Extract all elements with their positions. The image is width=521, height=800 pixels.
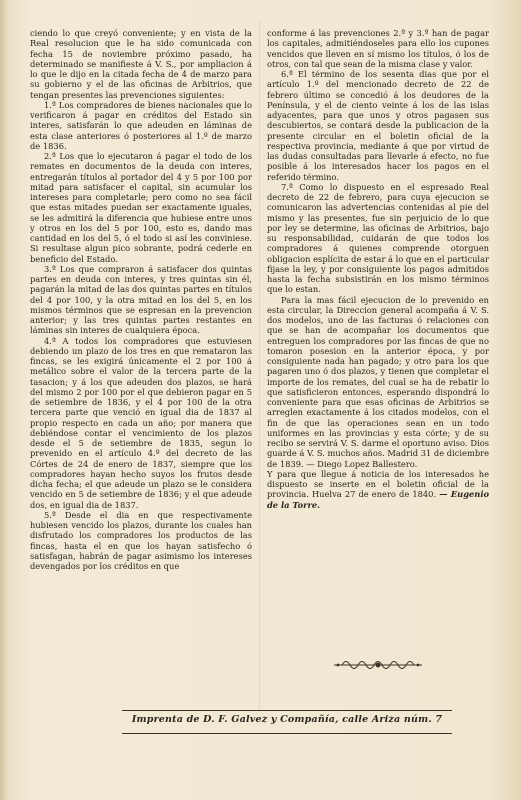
- paragraph: 5.ª Desde el dia en que respectivamente hubiesen vencido los plazos, durante los cuales han disfrutado los compradores los productos de las fincas, hasta el en que los hayan satisfecho ó satisfagan, habrán de pagar asimismo los intereses devengados por los créditos en que: [30, 509, 252, 571]
- signature: — Eugenio de la Torre.: [267, 489, 490, 510]
- column-gutter: [259, 20, 260, 710]
- paragraph: 1.ª Los compradores de bienes nacionales que lo verificaron á pagar en créditos del Estado sin interes, satisfarán lo que adeuden en láminas de esta clase anteriores ó posteriores al 1.º de marzo de 1836.: [30, 99, 252, 151]
- paragraph: 2.ª Los que lo ejecutaron á pagar el todo de los remates en documentos de la deuda con interes, entregarán títulos al portador del 4 y 5 por 100 por mitad para satisfacer el capital, sin acumular los intereses para completarle; pero como no sea fácil que estas mitades puedan ser exactamente iguales, se les admitirá la diferencia que hubiese entre unos y otros en los del 5 por 100, esto es, dando mas cantidad en los del 5, ó el todo si así les conviniese. Si resultase algun pico sobrante, podrá cederle en beneficio del Estado.: [30, 151, 252, 264]
- left-column: [30, 28, 252, 571]
- closing-paragraph: [267, 469, 489, 510]
- paragraph: 7.ª Como lo dispuesto en el espresado Real decreto de 22 de febrero, para cuya ejecucion se comunicaron las advertencias contenidas al pie del mismo y las presentes, fue sin perjuicio de lo que por ley se determine, las oficinas de Arbitrios, bajo su responsabilidad, cuidarán de que todos los compradores á quienes comprende otorguen obligacion esplícita de estar á lo que en el particular fijase la ley, y por consiguiente los pagos admitidos hasta la fecha subsistirán en los mismo términos que lo estan.: [267, 181, 489, 295]
- paragraph: ciendo lo que creyó conveniente; y en vista de la Real resolucion que le ha sido comunicada con fecha 15 de noviembre próximo pasado, ha determinado se manifieste á V. S., por ampliacion á lo que le dijo en la citada fecha de 4 de marzo para su gobierno y el de las oficinas de Arbitrios, que tengan presentes las prevenciones siguientes:: [30, 28, 252, 100]
- decorative-ornament-icon: [332, 656, 424, 674]
- paper-edge-stain: [0, 0, 8, 800]
- paragraph: Para la mas fácil ejecucion de lo prevenido en esta circular, la Direccion general acompaña á V. S. dos modelos, uno de las facturas ó relaciones con que se han de acompañar los documentos que entreguen los compradores por las fincas de que no tomaron posesion en la anterior época, y por consiguiente nada han pagado; y otro para los que pagaren uno ó dos plazos, y tienen que completar el importe de los remates, del cual se ha de rebatir lo que satisficieron entonces, esperando dispondrá lo conveniente para que esas oficinas de Arbitrios se arreglen exactamente á los citados modelos, con el fin de que las operaciones sean en un todo uniformes en las provincias y esta córte; y de su recibo se servirá V. S. darme el oportuno aviso. Dios guarde á V. S. muchos años. Madrid 31 de diciembre de 1839. — Diego Lopez Ballestero.: [267, 294, 490, 469]
- printer-imprint: Imprenta de D. F. Galvez y Compañía, calle Ariza núm. 7: [131, 714, 443, 725]
- paragraph: 4.ª A todos los compradores que estuviesen debiendo un plazo de los tres en que remataron las fincas, se les exigirá únicamente el 2 por 100 á metálico sobre el valor de la tercera parte de la tasacion; y á los que adeuden dos plazos, se hará del mismo 2 por 100 por el que debieron pagar en 5 de setiembre de 1836, y el 4 por 100 de la otra tercera parte que venció en igual dia de 1837 al propio respecto en cada un año; por manera que debiéndose contar el vencimiento de los plazos desde el 5 de setiembre de 1835, segun lo prevenido en el artículo 4.º del decreto de las Córtes de 24 de enero de 1837, siempre que los compradores hayan hecho suyos los frutos desde dicha fecha; el que adeude un plazo se le considera vencido en 5 de setiembre de 1836; y el que adeude dos, en igual dia de 1837.: [30, 335, 252, 510]
- imprint-rule-bottom: [122, 733, 452, 734]
- imprint-rule-top: [122, 710, 452, 711]
- paragraph: 3.ª Los que compraron á satisfacer dos quintas partes en deuda con interes, y tres quintas sin él, pagarán la mitad de las dos quintas partes en títulos del 4 por 100, y la otra mitad en los del 5, en los mismos términos que se espresan en la prevencion anterior; y las tres quintas partes restantes en láminas sin interes de cualquiera época.: [30, 263, 252, 336]
- right-column: [267, 28, 489, 510]
- paragraph: conforme á las prevenciones 2.ª y 3.ª han de pagar los capitales, admitiéndoseles para ello los cupones vencidos que lleven en sí mismo los títulos, ó los de otros, con tal que sean de la misma clase y valor.: [267, 28, 489, 69]
- paragraph: 6.ª El término de los sesenta dias que por el artículo 1.º del mencionado decreto de 22 de febrero último se concedió á los deudores de la Península, y el de ciento veinte á los de las islas adyacentes, para que unos y otros pagasen sus descubiertos, se contará desde la publicacion de la presente circular en el boletin oficial de la respectiva provincia, mediante á que por virtud de las dudas consultadas para llevarle á efecto, no fue posible á los interesados hacer los pagos en el referido término.: [267, 69, 489, 182]
- closing-text: Y para que llegue á noticia de los interesados he dispuesto se inserte en el boletin oficial de la provincia. Huelva 27 de enero de 1840.: [267, 468, 489, 500]
